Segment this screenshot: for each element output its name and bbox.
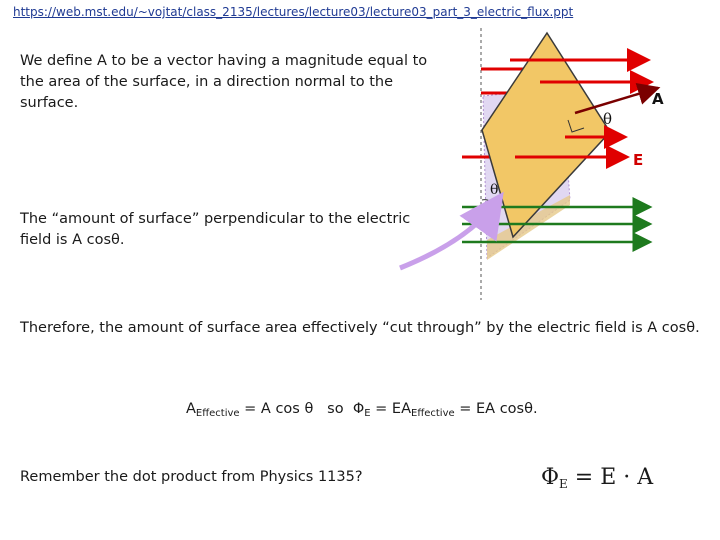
label-theta-bottom: θ: [490, 182, 499, 198]
label-a: A: [652, 90, 664, 108]
perpendicular-amount-text: The “amount of surface” perpendicular to the electric field is A cosθ.: [20, 211, 411, 248]
formula-e-subscript: E: [364, 408, 371, 419]
source-url-link[interactable]: https://web.mst.edu/~vojtat/class_2135/lectures/lecture03/lecture03_part_3_electric_flux.ppt: [13, 5, 574, 19]
formula-part-1: = A cos θ so: [239, 401, 353, 417]
formula-effective-subscript: Effective: [195, 408, 240, 419]
vector-definition-text: We define A to be a vector having a magnitude equal to the area of the surface, in a direction normal to the surface.: [20, 53, 428, 111]
formula-phi-symbol: Φ: [352, 401, 365, 417]
formula-part-2: = EA: [370, 401, 412, 417]
curved-pointer-arrow: [400, 200, 498, 268]
label-theta-top: θ: [603, 110, 613, 128]
dot-formula-subscript: E: [559, 477, 568, 491]
formula-effective-subscript-2: Effective: [411, 408, 455, 419]
dot-formula-rhs: = E · A: [567, 465, 654, 490]
dot-formula-phi: Φ: [541, 465, 560, 490]
formula-a-symbol: A: [186, 401, 196, 417]
label-e: E: [633, 151, 644, 169]
dot-product-reminder-text: Remember the dot product from Physics 1135?: [20, 469, 363, 485]
effective-area-text: Therefore, the amount of surface area effectively “cut through” by the electric field is A cosθ.: [20, 320, 700, 336]
formula-part-3: = EA cosθ.: [454, 401, 538, 417]
